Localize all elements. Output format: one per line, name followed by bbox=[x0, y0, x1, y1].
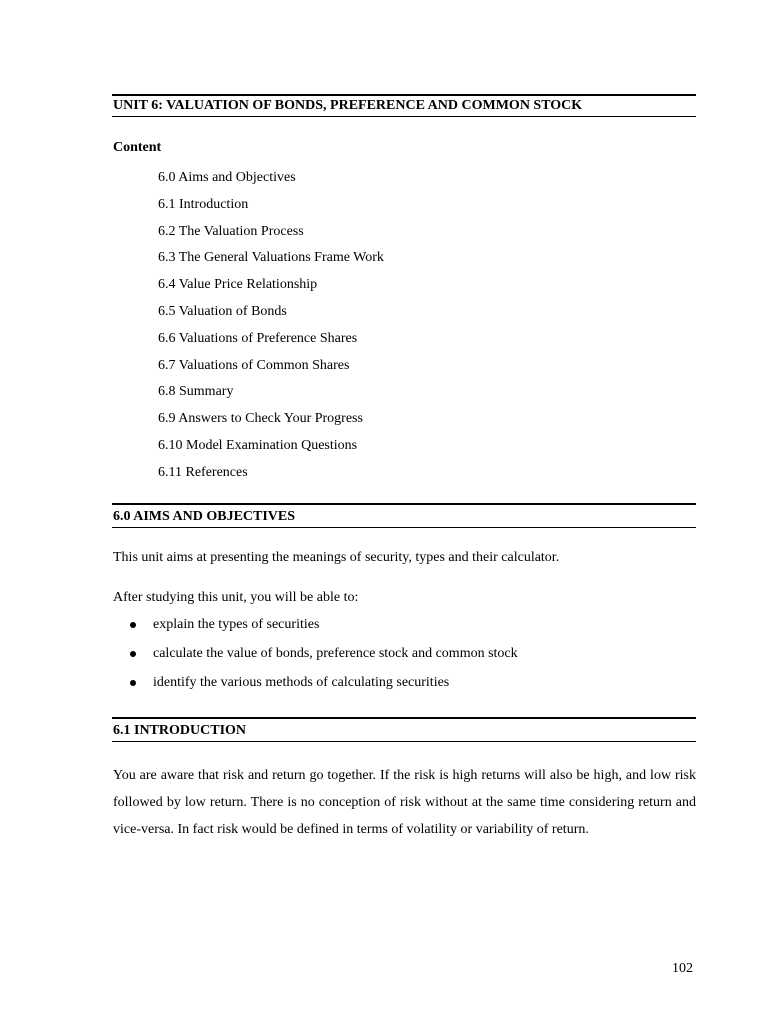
introduction-top-rule bbox=[112, 717, 696, 719]
unit-title-top-rule bbox=[112, 94, 696, 96]
unit-title: UNIT 6: VALUATION OF BONDS, PREFERENCE AND COMMON STOCK bbox=[113, 98, 583, 113]
list-item-text: explain the types of securities bbox=[153, 617, 320, 632]
aims-lead-text: After studying this unit, you will be able to: bbox=[113, 590, 359, 605]
toc-item: 6.4 Value Price Relationship bbox=[158, 277, 318, 293]
bullet-icon bbox=[130, 680, 136, 686]
introduction-heading: 6.1 INTRODUCTION bbox=[113, 723, 247, 738]
toc-item: 6.6 Valuations of Preference Shares bbox=[158, 330, 358, 346]
toc-item: 6.11 References bbox=[158, 464, 248, 480]
bullet-icon bbox=[130, 622, 136, 628]
table-of-contents bbox=[158, 165, 384, 487]
toc-item: 6.10 Model Examination Questions bbox=[158, 437, 358, 453]
toc-item: 6.5 Valuation of Bonds bbox=[158, 303, 287, 319]
toc-item: 6.3 The General Valuations Frame Work bbox=[158, 250, 384, 266]
aims-bottom-rule bbox=[112, 527, 696, 528]
toc-item: 6.0 Aims and Objectives bbox=[158, 170, 296, 185]
toc-item: 6.7 Valuations of Common Shares bbox=[158, 357, 350, 373]
unit-title-bottom-rule bbox=[112, 116, 696, 117]
toc-item: 6.2 The Valuation Process bbox=[158, 223, 304, 239]
toc-item: 6.1 Introduction bbox=[158, 196, 249, 212]
list-item-text: identify the various methods of calculating securities bbox=[153, 675, 450, 690]
bullet-icon bbox=[130, 651, 136, 657]
list-item-text: calculate the value of bonds, preference stock and common stock bbox=[153, 646, 518, 661]
toc-item: 6.9 Answers to Check Your Progress bbox=[158, 411, 363, 427]
introduction-paragraph: You are aware that risk and return go together. If the risk is high returns will also be high, and low risk followed by low return. There is no conception of risk without at the same time considering return and vice-versa. In fact risk would be defined in terms of volatility or variability of return. bbox=[113, 768, 696, 837]
content-label: Content bbox=[113, 140, 162, 155]
page-number: 102 bbox=[672, 961, 693, 976]
toc-item: 6.8 Summary bbox=[158, 384, 234, 400]
aims-top-rule bbox=[112, 503, 696, 505]
introduction-bottom-rule bbox=[112, 741, 696, 742]
aims-intro-text: This unit aims at presenting the meanings of security, types and their calculator. bbox=[113, 550, 560, 565]
aims-heading: 6.0 AIMS AND OBJECTIVES bbox=[113, 509, 296, 524]
